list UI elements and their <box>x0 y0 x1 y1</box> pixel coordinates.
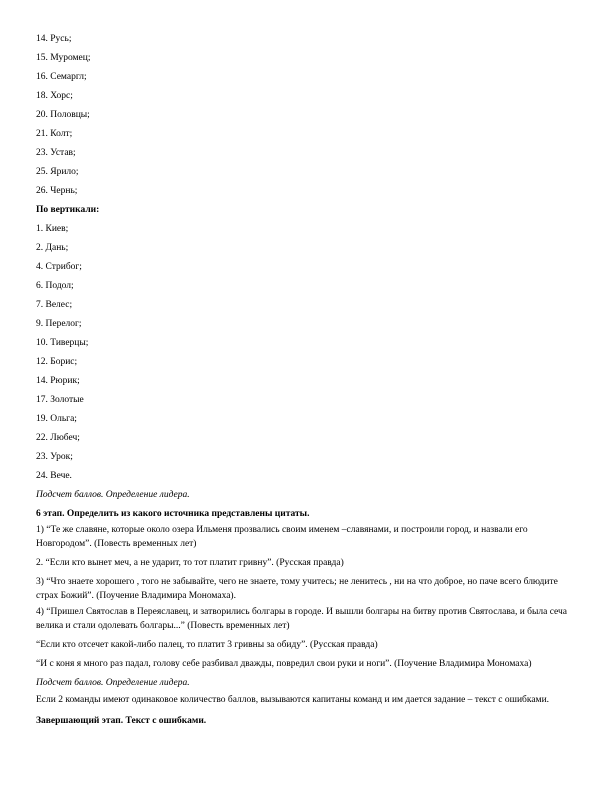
answer-vertical-7: 7. Велес; <box>36 300 73 310</box>
quote-5: “Если кто отсечет какой-либо палец, то платит 3 гривны за обиду”. (Русская правда) <box>36 640 378 650</box>
quote-3: 3) “Что знаете хорошего , того не забывайте, чего не знаете, тому учитесь; не ленитесь , ни на что доброе, но паче всего блюдите страх Божий”. (Поучение Владимира Мономаха). <box>36 577 558 601</box>
final-stage-heading: Завершающий этап. Текст с ошибками. <box>36 716 207 726</box>
answer-horizontal-18: 18. Хорс; <box>36 91 73 101</box>
answer-horizontal-21: 21. Колт; <box>36 129 73 139</box>
answer-vertical-6: 6. Подол; <box>36 281 74 291</box>
answer-vertical-2: 2. Дань; <box>36 243 69 253</box>
answer-horizontal-20: 20. Половцы; <box>36 110 90 120</box>
vertical-heading: По вертикали: <box>36 205 100 215</box>
scoring-note-2: Подсчет баллов. Определение лидера. <box>36 678 190 688</box>
answer-vertical-19: 19. Ольга; <box>36 414 77 424</box>
answer-vertical-17: 17. Золотые <box>36 395 84 405</box>
answer-vertical-22: 22. Любеч; <box>36 433 80 443</box>
scoring-note: Подсчет баллов. Определение лидера. <box>36 490 190 500</box>
answer-horizontal-25: 25. Ярило; <box>36 167 79 177</box>
answer-horizontal-23: 23. Устав; <box>36 148 76 158</box>
answer-vertical-1: 1. Киев; <box>36 224 69 234</box>
quote-1: 1) “Те же славяне, которые около озера Ильменя прозвались своим именем –славянами, и построили город, и назвали его Новгородом”. (Повесть временных лет) <box>36 525 528 549</box>
stage6-heading: 6 этап. Определить из какого источника представлены цитаты. <box>36 509 310 519</box>
tie-instruction: Если 2 команды имеют одинаковое количество баллов, вызываются капитаны команд и им дается задание – текст с ошибками. <box>36 695 550 705</box>
answer-vertical-10: 10. Тиверцы; <box>36 338 89 348</box>
answer-horizontal-16: 16. Семаргл; <box>36 72 87 82</box>
answer-horizontal-26: 26. Чернь; <box>36 186 78 196</box>
answer-vertical-9: 9. Перелог; <box>36 319 82 329</box>
answer-vertical-4: 4. Стрибог; <box>36 262 82 272</box>
answer-vertical-14: 14. Рюрик; <box>36 376 80 386</box>
quote-4: 4) “Пришел Святослав в Переяславец, и затворились болгары в городе. И вышли болгары на битву против Святослава, и была сеча велика и стали одолевать болгары...” (Повесть временных лет) <box>36 607 568 631</box>
answer-horizontal-14: 14. Русь; <box>36 34 72 44</box>
quote-6: “И с коня я много раз падал, голову себе разбивал дважды, повредил свои руки и ноги”. (Поучение Владимира Мономаха) <box>36 659 532 669</box>
answer-vertical-23: 23. Урок; <box>36 452 73 462</box>
answer-vertical-24: 24. Вече. <box>36 471 72 481</box>
quote-2: 2. “Если кто вынет меч, а не ударит, то тот платит гривну”. (Русская правда) <box>36 558 344 568</box>
answer-horizontal-15: 15. Муромец; <box>36 53 91 63</box>
answer-vertical-12: 12. Борис; <box>36 357 78 367</box>
